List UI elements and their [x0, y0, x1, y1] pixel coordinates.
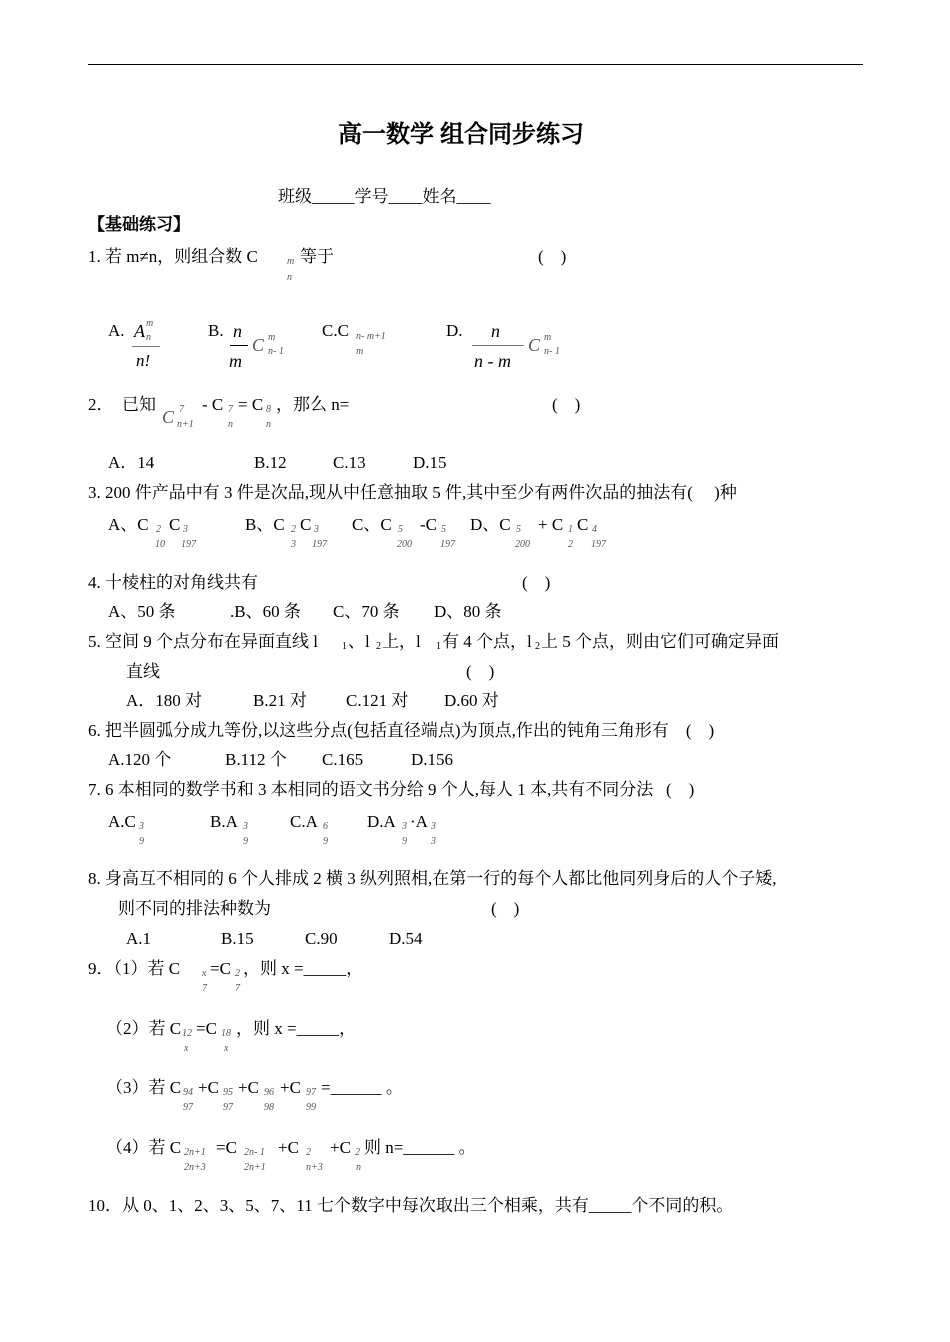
- q2-c1-sup: 7: [179, 404, 184, 415]
- q8-answer-paren: ( ): [491, 899, 520, 918]
- q1-answer-paren: ( ): [538, 247, 567, 266]
- q3-option-c-sup1: 5: [398, 524, 403, 535]
- q7-option-b: B.A: [210, 812, 238, 831]
- q3-option-a-c2: C: [169, 515, 181, 534]
- q1-option-d-num: n: [491, 321, 500, 341]
- q5-stem-d: 有 4 个点，l: [442, 632, 532, 651]
- q1-option-d-label: D.: [446, 321, 463, 340]
- q9-p1-sub1: 7: [202, 983, 207, 994]
- q9-p2-sup1: 12: [182, 1028, 192, 1039]
- q9-p2-stem: （2）若 C: [106, 1019, 182, 1038]
- q2-tail: ，那么 n=: [276, 395, 350, 414]
- q3-option-b: B、C: [245, 515, 285, 534]
- q9-p3-tail: =______ 。: [321, 1078, 403, 1097]
- q7-option-a: A.C: [108, 812, 136, 831]
- q3-option-c-sub2: 197: [440, 539, 455, 550]
- q10-stem: 10．从 0、1、2、3、5、7、11 七个数字中每次取出三个相乘，共有_____个不同的积。: [88, 1196, 734, 1215]
- q5-option-c: C.121 对: [346, 691, 409, 710]
- q9-p3-stem: （3）若 C: [106, 1078, 182, 1097]
- q1-option-d-c: C: [528, 335, 541, 355]
- q5-stem-line2: 直线: [126, 662, 160, 681]
- q2-minus-c: - C: [202, 395, 224, 414]
- q8-option-b: B.15: [221, 929, 254, 948]
- q9-p4-tail: 则 n=______ 。: [364, 1138, 476, 1157]
- q7-option-c: C.A: [290, 812, 318, 831]
- q9-p2-sub2: x: [224, 1043, 229, 1054]
- q9-p1-sub2: 7: [235, 983, 240, 994]
- q2-option-b: B.12: [254, 453, 287, 472]
- q1-option-c-sup: n- m+1: [356, 331, 386, 342]
- q9-p4-stem: （4）若 C: [106, 1138, 182, 1157]
- q3-option-d-sup1: 5: [516, 524, 521, 535]
- q1-option-a-den: n!: [136, 351, 151, 370]
- q1-option-b-label: B.: [208, 321, 224, 340]
- q6-stem: 6. 把半圆弧分成九等份,以这些分点(包括直径端点)为顶点,作出的钝角三角形有 ( ): [88, 721, 715, 740]
- q3-option-d-sub2: 2: [568, 539, 573, 550]
- q3-option-d-sub1: 200: [515, 539, 530, 550]
- q5-option-b: B.21 对: [253, 691, 307, 710]
- q3-option-b-c2: C: [300, 515, 312, 534]
- q7-option-b-sup: 3: [243, 821, 248, 832]
- student-info-line: 班级_____学号____姓名____: [278, 187, 491, 206]
- q2-c1: C: [162, 407, 175, 427]
- q1-option-a-sup: m: [146, 318, 154, 329]
- q9-p3-plus2: +C: [238, 1078, 259, 1097]
- q1-option-b-sup: m: [268, 332, 276, 343]
- section-heading: 【基础练习】: [88, 215, 190, 234]
- q1-option-b-fraction-bar: [230, 345, 248, 346]
- q1-option-c-sub: m: [356, 346, 364, 357]
- q4-stem: 4. 十棱柱的对角线共有: [88, 573, 258, 592]
- q2-option-a: A．14: [108, 453, 155, 472]
- q9-p1-eq: =C: [210, 959, 231, 978]
- q2-c1-sub: n+1: [177, 419, 194, 430]
- q8-stem: 8. 身高互不相同的 6 个人排成 2 横 3 纵列照相,在第一行的每个人都比他同列身后的人个子矮,: [88, 869, 777, 888]
- q9-p4-sup2: 2n- 1: [244, 1147, 265, 1158]
- q7-option-c-sup: 6: [323, 821, 328, 832]
- q1-option-b-den: m: [229, 351, 242, 371]
- q3-stem: 3. 200 件产品中有 3 件是次品,现从中任意抽取 5 件,其中至少有两件次品的抽法有( )种: [88, 483, 737, 502]
- q1-option-c-label: C.C: [322, 321, 349, 340]
- q9-p1-tail: ，则 x =_____，: [243, 959, 364, 978]
- q9-p3-sub1: 97: [183, 1102, 193, 1113]
- q5-option-a: A．180 对: [126, 691, 203, 710]
- q9-p3-sub3: 98: [264, 1102, 274, 1113]
- q9-p3-sup3: 96: [264, 1087, 274, 1098]
- q1-option-a-label: A.: [108, 321, 125, 340]
- q2-stem: 2． 已知: [88, 395, 156, 414]
- q3-option-c: C、C: [352, 515, 392, 534]
- page-title: 高一数学 组合同步练习: [338, 122, 584, 148]
- q8-option-d: D.54: [389, 929, 423, 948]
- q9-p1-sup1: x: [202, 968, 207, 979]
- q9-p2-tail: ，则 x =_____，: [236, 1019, 357, 1038]
- q1-option-d-sub: n- 1: [544, 346, 560, 357]
- q2-c2-sub: n: [228, 419, 233, 430]
- q1-option-d-sup: m: [544, 332, 552, 343]
- q1-option-a-fraction-bar: [132, 346, 160, 347]
- q3-option-d-sup2: 1: [568, 524, 573, 535]
- q3-option-b-sub1: 3: [291, 539, 296, 550]
- q7-stem: 7. 6 本相同的数学书和 3 本相同的语文书分给 9 个人,每人 1 本,共有不同分法 ( ): [88, 780, 695, 799]
- q5-stem-e: 上 5 个点，则由它们可确定异面: [541, 632, 779, 651]
- q4-option-b: .B、60 条: [230, 602, 301, 621]
- q9-p3-sup1: 94: [183, 1087, 193, 1098]
- q7-option-d: D.A: [367, 812, 396, 831]
- q3-option-a-sub1: 10: [155, 539, 165, 550]
- q7-option-d-sub1: 9: [402, 836, 407, 847]
- q8-option-a: A.1: [126, 929, 152, 948]
- header-rule: [88, 64, 863, 65]
- q6-option-c: C.165: [322, 750, 364, 769]
- q3-option-c-c2: -C: [420, 515, 437, 534]
- q9-p4-sup3: 2: [306, 1147, 311, 1158]
- q5-stem-c: 上，l: [382, 632, 421, 651]
- q1-stem-sub: n: [287, 272, 292, 283]
- q9-p4-sup4: 2: [355, 1147, 360, 1158]
- q1-option-d-fraction-bar: [472, 345, 524, 346]
- q3-option-d-c3: C: [577, 515, 589, 534]
- q9-p4-plus1: +C: [278, 1138, 299, 1157]
- q7-option-d-dot: ·A: [410, 812, 428, 831]
- q5-answer-paren: ( ): [466, 662, 495, 681]
- q1-option-a-sub: n: [146, 332, 151, 343]
- q9-p2-sub1: x: [184, 1043, 189, 1054]
- q4-answer-paren: ( ): [522, 573, 551, 592]
- q1-option-b-num: n: [233, 321, 242, 341]
- q5-sub4: 2: [535, 641, 540, 652]
- q2-equals-c: = C: [238, 395, 264, 414]
- q9-p4-sup1: 2n+1: [184, 1147, 206, 1158]
- q5-sub2: 2: [376, 641, 381, 652]
- q3-option-b-sub2: 197: [312, 539, 327, 550]
- q9-p3-plus3: +C: [280, 1078, 301, 1097]
- q9-p3-sup4: 97: [306, 1087, 316, 1098]
- q5-sub3: 1: [436, 641, 441, 652]
- q5-stem-b: 、l: [348, 632, 370, 651]
- q7-option-a-sup: 3: [139, 821, 144, 832]
- q9-p4-eq: =C: [216, 1138, 237, 1157]
- q9-p1-stem: 9．（1）若 C: [88, 959, 181, 978]
- q1-stem-sup: m: [287, 256, 295, 267]
- q4-option-a: A、50 条: [108, 602, 176, 621]
- q3-option-a: A、C: [108, 515, 149, 534]
- q4-option-d: D、80 条: [434, 602, 502, 621]
- q7-option-d-sub2: 3: [431, 836, 436, 847]
- q3-option-c-sub1: 200: [397, 539, 412, 550]
- q5-sub1: 1: [342, 641, 347, 652]
- q2-option-d: D.15: [413, 453, 447, 472]
- q5-option-d: D.60 对: [444, 691, 499, 710]
- q9-p2-eq: =C: [196, 1019, 217, 1038]
- q1-option-d-den: n - m: [474, 351, 511, 371]
- q1-option-b-c: C: [252, 335, 265, 355]
- q3-option-a-sub2: 197: [181, 539, 196, 550]
- q1-stem: 1. 若 m≠n，则组合数 C: [88, 247, 258, 266]
- q9-p3-sub2: 97: [223, 1102, 233, 1113]
- q8-stem-line2: 则不同的排法种数为: [118, 899, 271, 918]
- q1-option-a-num: A: [134, 321, 145, 341]
- q7-option-a-sub: 9: [139, 836, 144, 847]
- q3-option-b-sup2: 3: [314, 524, 319, 535]
- q7-option-b-sub: 9: [243, 836, 248, 847]
- q8-option-c: C.90: [305, 929, 338, 948]
- q3-option-c-sup2: 5: [441, 524, 446, 535]
- q3-option-d-sup3: 4: [592, 524, 597, 535]
- q9-p4-sub4: n: [356, 1162, 361, 1173]
- q5-stem-a: 5. 空间 9 个点分布在异面直线 l: [88, 632, 318, 651]
- q9-p3-plus1: +C: [198, 1078, 219, 1097]
- q3-option-d-c2: + C: [538, 515, 564, 534]
- q3-option-a-sup1: 2: [156, 524, 161, 535]
- q3-option-d: D、C: [470, 515, 511, 534]
- q1-stem-tail: 等于: [300, 247, 334, 266]
- q2-option-c: C.13: [333, 453, 366, 472]
- q6-option-b: B.112 个: [225, 750, 287, 769]
- q1-option-b-sub: n- 1: [268, 346, 284, 357]
- q7-option-d-sup2: 3: [431, 821, 436, 832]
- q3-option-b-sup1: 2: [291, 524, 296, 535]
- q9-p3-sub4: 99: [306, 1102, 316, 1113]
- q9-p4-sub3: n+3: [306, 1162, 323, 1173]
- q4-option-c: C、70 条: [333, 602, 400, 621]
- q9-p3-sup2: 95: [223, 1087, 233, 1098]
- q7-option-c-sub: 9: [323, 836, 328, 847]
- q2-answer-paren: ( ): [552, 395, 581, 414]
- q7-option-d-sup1: 3: [402, 821, 407, 832]
- q2-c2-sup: 7: [228, 404, 233, 415]
- q3-option-a-sup2: 3: [183, 524, 188, 535]
- q6-option-d: D.156: [411, 750, 454, 769]
- q9-p4-sub1: 2n+3: [184, 1162, 206, 1173]
- q9-p2-sup2: 18: [221, 1028, 231, 1039]
- q6-option-a: A.120 个: [108, 750, 172, 769]
- q9-p4-sub2: 2n+1: [244, 1162, 266, 1173]
- q9-p1-sup2: 2: [235, 968, 240, 979]
- q3-option-d-sub3: 197: [591, 539, 606, 550]
- q2-c3-sup: 8: [266, 404, 271, 415]
- q9-p4-plus2: +C: [330, 1138, 351, 1157]
- q2-c3-sub: n: [266, 419, 271, 430]
